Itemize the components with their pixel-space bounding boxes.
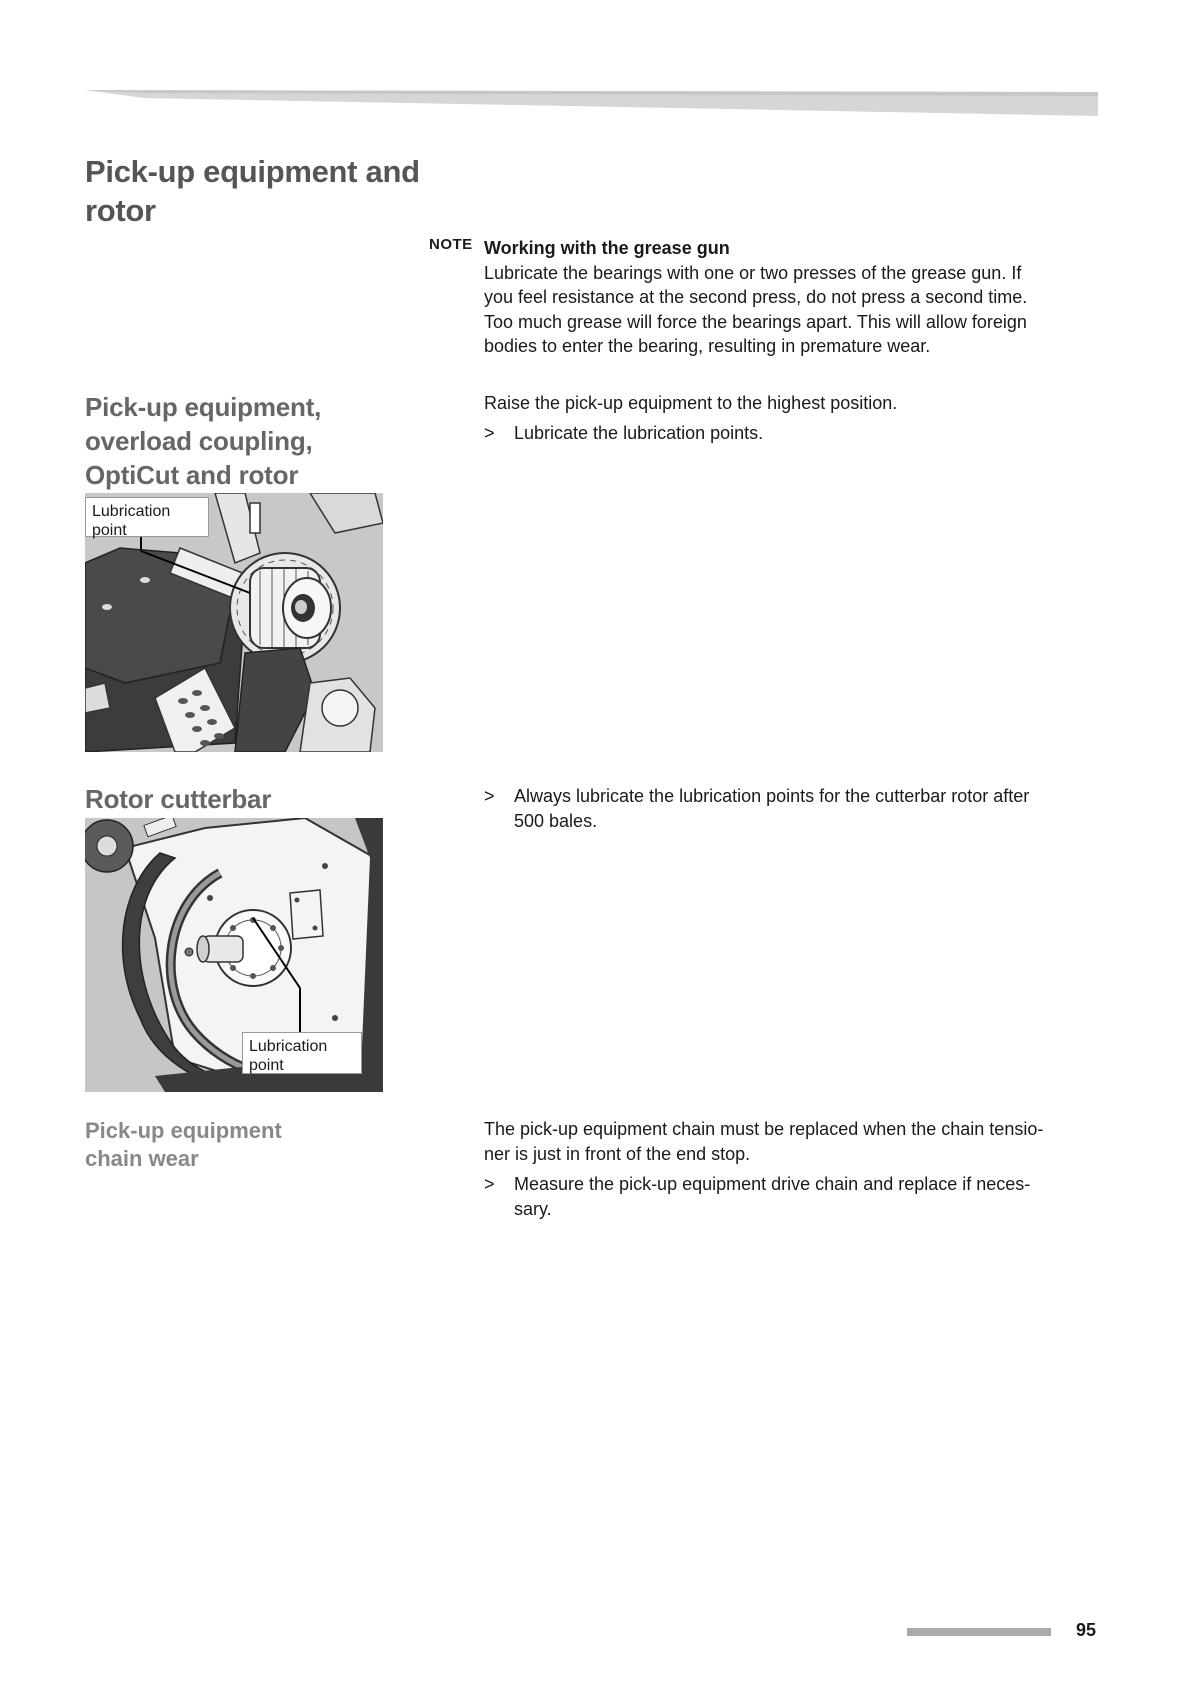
bullet-text — [514, 784, 1029, 833]
header-band — [84, 90, 1098, 116]
note-line: you feel resistance at the second press, do not press a second time. — [484, 287, 1028, 307]
section-heading-chain-wear — [85, 1117, 282, 1173]
callout-line: Lubrication — [92, 503, 171, 520]
note-title: Working with the grease gun — [484, 238, 730, 258]
intro-line: The pick-up equipment chain must be replaced when the chain tensio- — [484, 1119, 1044, 1139]
lubrication-point-callout — [242, 1032, 362, 1074]
lubrication-point-callout — [85, 497, 209, 537]
bullet-mark: > — [484, 1174, 495, 1194]
page-title: Pick-up equipment and rotor — [85, 154, 420, 228]
section-heading-pickup-overload — [85, 390, 321, 492]
note-line: Lubricate the bearings with one or two presses of the grease gun. If — [484, 262, 1022, 283]
section3-bullet — [484, 1172, 1104, 1224]
note-line: bodies to enter the bearing, resulting in premature wear. — [484, 336, 931, 356]
section1-bullet — [484, 421, 1104, 447]
heading-line: Pick-up equipment — [85, 1118, 282, 1143]
section1-intro: Raise the pick-up equipment to the highest position. — [484, 393, 898, 413]
section-heading-rotor-cutterbar: Rotor cutterbar — [85, 784, 272, 814]
heading-line: OptiCut and rotor — [85, 460, 299, 490]
bullet-line: sary. — [514, 1198, 552, 1219]
page-number: 95 — [1076, 1620, 1097, 1640]
bullet-line: 500 bales. — [514, 810, 598, 831]
bullet-text — [514, 1172, 1030, 1221]
section2-bullet — [484, 784, 1104, 836]
callout-line: point — [92, 522, 127, 539]
callout-line: Lubrication — [249, 1038, 328, 1055]
bullet-line: Always lubricate the lubrication points for the cutterbar rotor after — [514, 786, 1030, 806]
intro-line: ner is just in front of the end stop. — [484, 1143, 751, 1164]
callout-line: point — [249, 1057, 284, 1074]
heading-line: Pick-up equipment, — [85, 392, 322, 422]
heading-line: overload coupling, — [85, 426, 313, 456]
note-label: NOTE — [429, 236, 473, 253]
bullet-text: Lubricate the lubrication points. — [514, 423, 764, 443]
footer-bar — [907, 1628, 1051, 1636]
section3-intro — [484, 1117, 1043, 1166]
bullet-mark: > — [484, 423, 495, 443]
pickup-lubrication-illustration — [85, 493, 383, 752]
rotor-cutterbar-illustration — [85, 818, 383, 1092]
bullet-mark: > — [484, 786, 495, 806]
bullet-line: Measure the pick-up equipment drive chain and replace if neces- — [514, 1174, 1031, 1194]
note-block — [484, 236, 1027, 359]
note-line: Too much grease will force the bearings apart. This will allow foreign — [484, 311, 1027, 332]
heading-line: chain wear — [85, 1146, 199, 1171]
